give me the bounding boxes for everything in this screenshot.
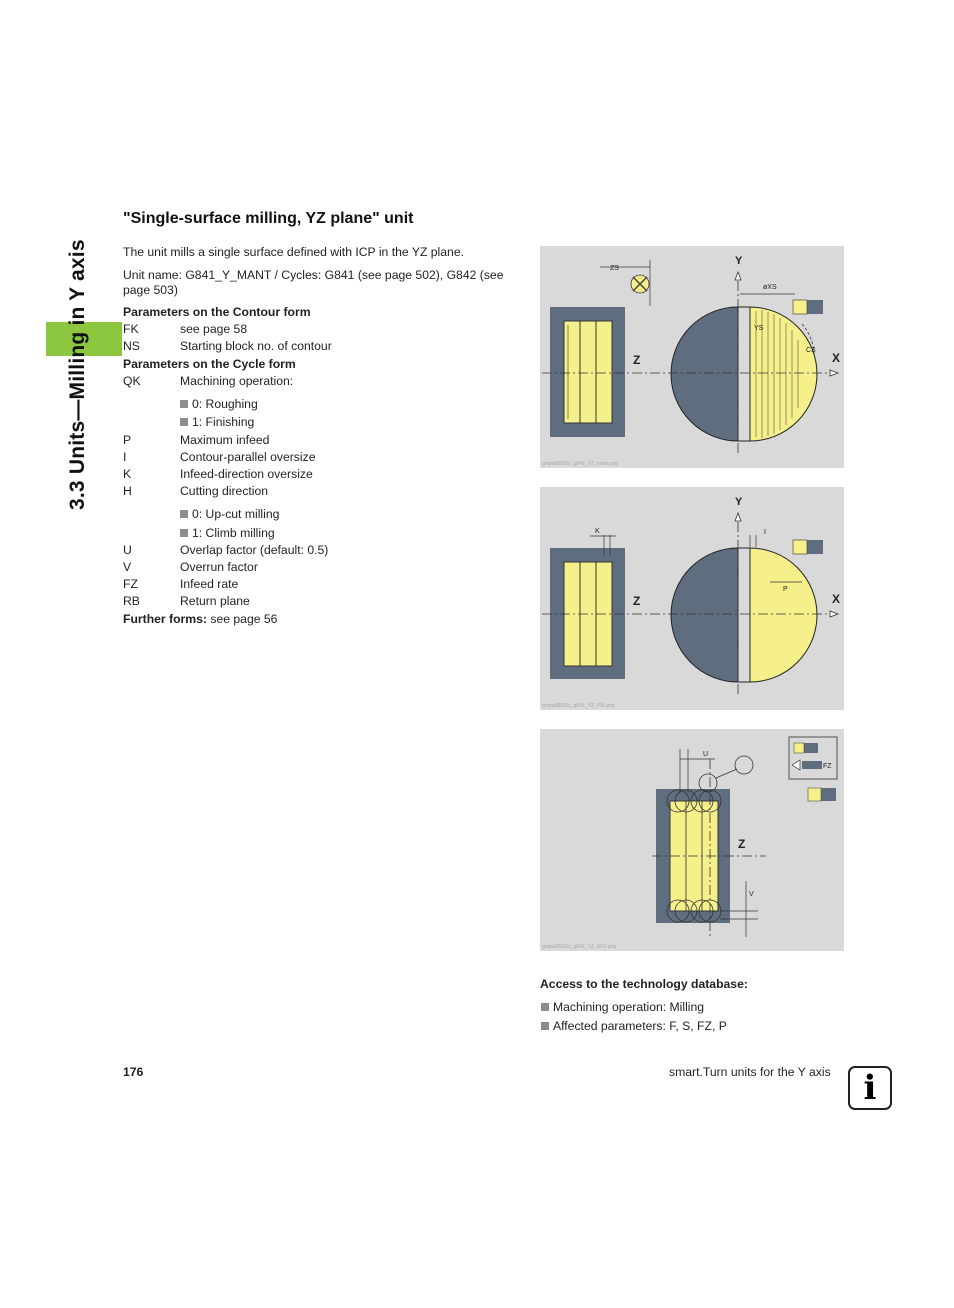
bullet-square-icon: [180, 418, 188, 426]
figure-pik: [540, 487, 844, 710]
svg-text:X: X: [832, 351, 841, 365]
unit-name-text: Unit name: G841_Y_MANT / Cycles: G841 (see page 502), G842 (see page 503): [123, 268, 504, 297]
param-key: QK: [123, 374, 141, 388]
page-number: 176: [123, 1065, 144, 1079]
svg-text:øXS: øXS: [763, 284, 777, 291]
bullet-square-icon: [541, 1022, 549, 1030]
bullet-square-icon: [180, 400, 188, 408]
info-icon: i: [848, 1066, 892, 1110]
param-key: H: [123, 484, 132, 498]
svg-text:gmpa08001c_g841_YZ_PIK.png: gmpa08001c_g841_YZ_PIK.png: [542, 703, 615, 709]
param-key: K: [123, 467, 132, 481]
option-item: 0: Up-cut milling: [180, 507, 279, 521]
option-item: 1: Finishing: [180, 415, 254, 429]
figure-mant: [540, 246, 844, 468]
param-key: RB: [123, 594, 140, 608]
param-key: P: [123, 433, 132, 447]
svg-text:ZS: ZS: [610, 265, 619, 272]
param-key: NS: [123, 339, 140, 353]
svg-text:gmpa08001c_g841_YZ_mant.png: gmpa08001c_g841_YZ_mant.png: [542, 461, 618, 467]
param-desc: Overrun factor: [180, 560, 258, 574]
chapter-title: 3.3 Units—Milling in Y axis: [66, 239, 89, 510]
param-desc: Starting block no. of contour: [180, 339, 332, 353]
svg-text:YS: YS: [754, 325, 764, 332]
param-desc: Maximum infeed: [180, 433, 270, 447]
svg-text:Z: Z: [738, 837, 746, 851]
param-key: V: [123, 560, 132, 574]
tech-db-item: Machining operation: Milling: [541, 1000, 704, 1014]
milling-cutter-icon: [631, 275, 649, 293]
contour-form-title: Parameters on the Contour form: [123, 305, 311, 319]
running-title: smart.Turn units for the Y axis: [669, 1065, 831, 1079]
svg-text:P: P: [783, 586, 788, 593]
param-desc: Infeed rate: [180, 577, 239, 591]
param-desc: Return plane: [180, 594, 250, 608]
cycle-form-title: Parameters on the Cycle form: [123, 357, 296, 371]
param-desc: Contour-parallel oversize: [180, 450, 316, 464]
param-desc: Cutting direction: [180, 484, 269, 498]
svg-text:X: X: [832, 592, 841, 606]
param-desc: Overlap factor (default: 0.5): [180, 543, 329, 557]
tech-db-item: Affected parameters: F, S, FZ, P: [541, 1019, 727, 1033]
option-item: 0: Roughing: [180, 397, 258, 411]
svg-text:V: V: [749, 891, 754, 898]
svg-text:U: U: [703, 751, 709, 758]
param-key: U: [123, 543, 132, 557]
svg-text:gmpa08001c_g841_YZ_UFV.png: gmpa08001c_g841_YZ_UFV.png: [542, 944, 617, 950]
svg-text:Y: Y: [735, 255, 743, 267]
svg-text:CS: CS: [806, 347, 816, 354]
param-desc: Infeed-direction oversize: [180, 467, 313, 481]
svg-text:K: K: [595, 528, 600, 535]
svg-text:Z: Z: [633, 353, 641, 367]
intro-text: The unit mills a single surface defined with ICP in the YZ plane.: [123, 245, 464, 259]
svg-text:I: I: [764, 529, 766, 536]
further-forms: [123, 612, 523, 626]
figure-ufv: [540, 729, 844, 951]
param-desc: Machining operation:: [180, 374, 294, 388]
bullet-square-icon: [180, 529, 188, 537]
section-title: "Single-surface milling, YZ plane" unit: [123, 210, 414, 227]
param-key: I: [123, 450, 127, 464]
svg-text:Y: Y: [735, 496, 743, 508]
tech-db-title: Access to the technology database:: [540, 977, 748, 991]
bullet-square-icon: [180, 510, 188, 518]
further-forms-label: Further forms:: [123, 612, 207, 626]
further-forms-link[interactable]: see page 56: [206, 612, 278, 626]
svg-text:Z: Z: [633, 594, 641, 608]
param-key: FZ: [123, 577, 138, 591]
param-desc: see page 58: [180, 322, 248, 336]
svg-text:FZ: FZ: [823, 763, 832, 770]
option-item: 1: Climb milling: [180, 526, 275, 540]
param-key: FK: [123, 322, 139, 336]
bullet-square-icon: [541, 1003, 549, 1011]
